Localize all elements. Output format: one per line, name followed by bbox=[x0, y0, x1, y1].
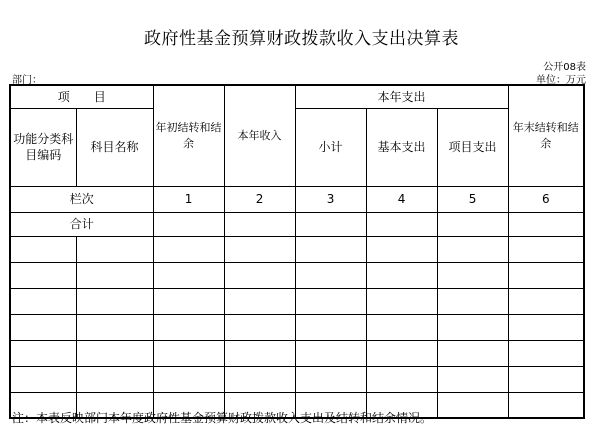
total-label: 合计 bbox=[10, 212, 153, 236]
column-number: 4 bbox=[366, 186, 437, 212]
table-cell bbox=[224, 236, 295, 262]
table-cell bbox=[76, 288, 153, 314]
table-cell bbox=[437, 262, 508, 288]
table-cell bbox=[224, 314, 295, 340]
table-cell bbox=[508, 262, 584, 288]
table-cell bbox=[295, 288, 366, 314]
table-row bbox=[10, 262, 584, 288]
table-cell bbox=[295, 340, 366, 366]
table-cell bbox=[437, 340, 508, 366]
column-row-label: 栏次 bbox=[10, 186, 153, 212]
total-row bbox=[10, 212, 584, 236]
table-cell bbox=[437, 392, 508, 418]
table-cell bbox=[295, 236, 366, 262]
table-cell bbox=[508, 236, 584, 262]
table-cell bbox=[76, 366, 153, 392]
table-row bbox=[10, 288, 584, 314]
table-row bbox=[10, 366, 584, 392]
table-cell bbox=[76, 262, 153, 288]
column-number: 2 bbox=[224, 186, 295, 212]
unit-label: 单位：万元 bbox=[536, 75, 586, 86]
table-cell bbox=[295, 314, 366, 340]
table-cell bbox=[437, 288, 508, 314]
header-item: 项 目 bbox=[10, 85, 153, 108]
table-cell bbox=[224, 340, 295, 366]
table-cell bbox=[224, 212, 295, 236]
table-cell bbox=[508, 340, 584, 366]
column-number: 3 bbox=[295, 186, 366, 212]
table-cell bbox=[153, 236, 224, 262]
table-cell bbox=[153, 366, 224, 392]
table-cell bbox=[366, 212, 437, 236]
table-cell bbox=[437, 212, 508, 236]
table-cell bbox=[10, 288, 76, 314]
table-cell bbox=[224, 262, 295, 288]
table-cell bbox=[437, 236, 508, 262]
header-subject-name: 科目名称 bbox=[76, 108, 153, 186]
table-cell bbox=[295, 262, 366, 288]
table-cell bbox=[508, 314, 584, 340]
header-end-balance: 年末结转和结余 bbox=[508, 85, 584, 186]
table-cell bbox=[224, 366, 295, 392]
header-subtotal: 小计 bbox=[295, 108, 366, 186]
table-cell bbox=[295, 212, 366, 236]
table-cell bbox=[366, 340, 437, 366]
table-cell bbox=[76, 340, 153, 366]
form-number: 公开08表 bbox=[543, 62, 586, 73]
table-row bbox=[10, 340, 584, 366]
header-expense-group: 本年支出 bbox=[295, 85, 508, 108]
page-title: 政府性基金预算财政拨款收入支出决算表 bbox=[144, 29, 459, 49]
table-cell bbox=[508, 392, 584, 418]
table-cell bbox=[224, 288, 295, 314]
table-cell bbox=[153, 262, 224, 288]
column-number: 5 bbox=[437, 186, 508, 212]
table-cell bbox=[10, 366, 76, 392]
table-cell bbox=[508, 366, 584, 392]
table-cell bbox=[366, 288, 437, 314]
header-func-code: 功能分类科目编码 bbox=[10, 108, 76, 186]
header-basic: 基本支出 bbox=[366, 108, 437, 186]
table-cell bbox=[437, 314, 508, 340]
table-cell bbox=[76, 236, 153, 262]
budget-table bbox=[9, 84, 585, 419]
table-cell bbox=[295, 366, 366, 392]
table-cell bbox=[366, 366, 437, 392]
table-cell bbox=[10, 340, 76, 366]
table-cell bbox=[10, 236, 76, 262]
table-cell bbox=[153, 288, 224, 314]
table-cell bbox=[366, 236, 437, 262]
table-cell bbox=[153, 212, 224, 236]
table-cell bbox=[508, 288, 584, 314]
column-number: 1 bbox=[153, 186, 224, 212]
footnote: 注：本表反映部门本年度政府性基金预算财政拨款收入支出及结转和结余情况。 bbox=[12, 411, 433, 425]
header-project: 项目支出 bbox=[437, 108, 508, 186]
table-cell bbox=[153, 340, 224, 366]
department-label: 部门： bbox=[12, 75, 42, 86]
header-income: 本年收入 bbox=[224, 85, 295, 186]
table-row bbox=[10, 236, 584, 262]
table-cell bbox=[153, 314, 224, 340]
table-cell bbox=[10, 262, 76, 288]
table-cell bbox=[366, 314, 437, 340]
table-cell bbox=[508, 212, 584, 236]
header-begin-balance: 年初结转和结余 bbox=[153, 85, 224, 186]
table-row bbox=[10, 314, 584, 340]
table-cell bbox=[366, 262, 437, 288]
column-number: 6 bbox=[508, 186, 584, 212]
table-cell bbox=[76, 314, 153, 340]
table-cell bbox=[437, 366, 508, 392]
table-cell bbox=[10, 314, 76, 340]
